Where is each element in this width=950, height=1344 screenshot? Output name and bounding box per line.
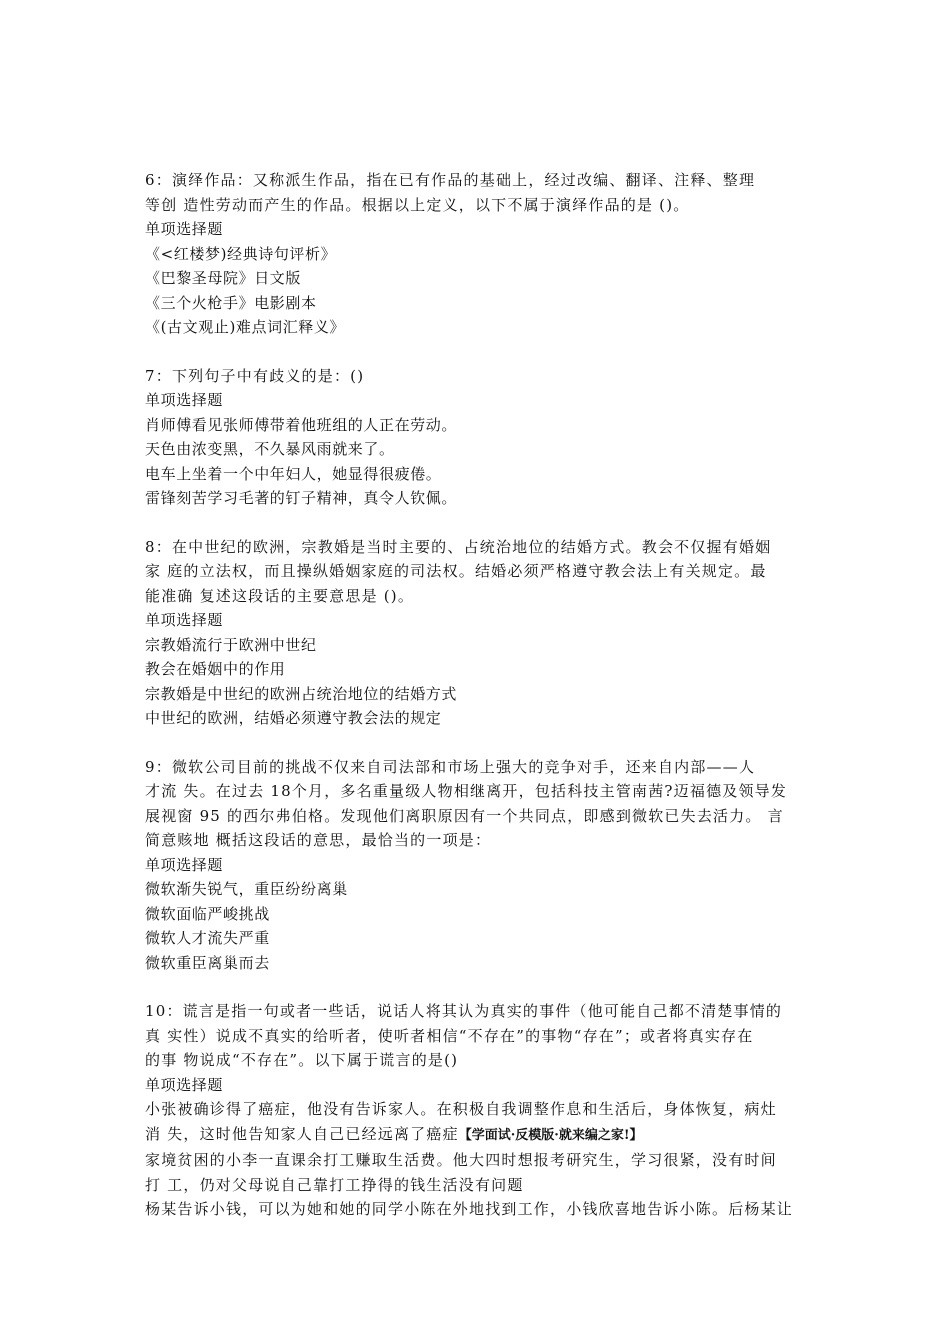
option	[145, 1197, 825, 1222]
option	[145, 1148, 825, 1197]
stem-line: 真 实性）说成不真实的给听者，使听者相信“不存在”的事物“存在”；或者将真实存在	[145, 1026, 754, 1045]
question-type: 单项选择题	[145, 220, 224, 238]
question-type: 单项选择题	[145, 1075, 224, 1094]
stem-line: 8：在中世纪的欧洲，宗教婚是当时主要的、占统治地位的结婚方式。教会不仅握有婚姻	[145, 537, 772, 556]
document-page	[145, 168, 825, 1246]
stem-line: 的事 物说成“不存在”。以下属于谎言的是()	[145, 1051, 459, 1069]
question-stem	[145, 755, 825, 853]
option: 《(古文观止)难点词汇释义》	[145, 318, 346, 336]
stem-line: 6：演绎作品：又称派生作品，指在已有作品的基础上，经过改编、翻译、注释、整理	[145, 171, 756, 189]
option: 微软重臣离巢而去	[145, 953, 270, 972]
option: 肖师傅看见张师傅带着他班组的人正在劳动。	[145, 415, 458, 434]
stem-line: 能准确 复述这段话的主要意思是 ()。	[145, 586, 415, 605]
question-type: 单项选择题	[145, 391, 224, 409]
option-line	[145, 1122, 825, 1149]
option: 《巴黎圣母院》日文版	[145, 269, 302, 287]
option: 教会在婚姻中的作用	[145, 660, 286, 678]
stem-line: 9：微软公司目前的挑战不仅来自司法部和市场上强大的竞争对手，还来自内部——人	[145, 757, 756, 776]
option-line: 小张被确诊得了癌症，他没有告诉家人。在积极自我调整作息和生活后，身体恢复，病灶	[145, 1100, 777, 1118]
watermark-tag: 【学面试·反模版·就来编之家!】	[458, 1127, 643, 1143]
option: 微软渐失锐气，重臣纷纷离巢	[145, 880, 348, 898]
option: 微软人才流失严重	[145, 929, 270, 947]
stem-line: 家 庭的立法权，而且操纵婚姻家庭的司法权。结婚必须严格遵守教会法上有关规定。最	[145, 562, 767, 580]
option-line: 杨某告诉小钱，可以为她和她的同学小陈在外地找到工作，小钱欣喜地告诉小陈。后杨某让	[145, 1200, 794, 1218]
option: 中世纪的欧洲，结婚必须遵守教会法的规定	[145, 709, 442, 727]
stem-line: 10：谎言是指一句或者一些话，说话人将其认为真实的事件（他可能自己都不清楚事情的	[145, 1002, 783, 1020]
option-line: 打 工，仍对父母说自己靠打工挣得的钱生活没有问题	[145, 1175, 524, 1194]
question-8	[145, 535, 825, 731]
stem-line: 才流 失。在过去 18个月，多名重量级人物相继离开，包括科技主管南茜?迈福德及领导发	[145, 782, 788, 800]
option: 《三个火枪手》电影剧本	[145, 293, 317, 312]
question-10	[145, 999, 825, 1222]
option: 电车上坐着一个中年妇人，她显得很疲倦。	[145, 464, 442, 483]
stem-line: 7：下列句子中有歧义的是：()	[145, 366, 365, 385]
question-9	[145, 755, 825, 976]
question-type: 单项选择题	[145, 855, 224, 874]
option: 雷锋刻苦学习毛著的钉子精神，真令人钦佩。	[145, 489, 458, 507]
option: 《<红楼梦)经典诗句评析》	[145, 244, 337, 263]
stem-line: 简意赅地 概括这段话的意思，最恰当的一项是：	[145, 831, 492, 849]
option-line-text: 消 失，这时他告知家人自己已经远离了癌症	[145, 1124, 459, 1143]
stem-line: 等创 造性劳动而产生的作品。根据以上定义，以下不属于演绎作品的是 ()。	[145, 195, 690, 214]
option: 微软面临严峻挑战	[145, 904, 270, 923]
option	[145, 1097, 825, 1148]
option-line: 家境贫困的小李一直课余打工赚取生活费。他大四时想报考研究生，学习很紧，没有时间	[145, 1151, 777, 1169]
option: 宗教婚是中世纪的欧洲占统治地位的结婚方式	[145, 684, 458, 703]
stem-line: 展视窗 95 的西尔弗伯格。发现他们离职原因有一个共同点，即感到微软已失去活力。 言	[145, 806, 784, 825]
option: 天色由浓变黑，不久暴风雨就来了。	[145, 440, 395, 458]
question-stem	[145, 364, 825, 389]
question-stem	[145, 168, 825, 217]
question-type: 单项选择题	[145, 611, 224, 629]
question-7	[145, 364, 825, 511]
option: 宗教婚流行于欧洲中世纪	[145, 635, 317, 654]
question-stem	[145, 999, 825, 1073]
question-stem	[145, 535, 825, 609]
question-6	[145, 168, 825, 340]
